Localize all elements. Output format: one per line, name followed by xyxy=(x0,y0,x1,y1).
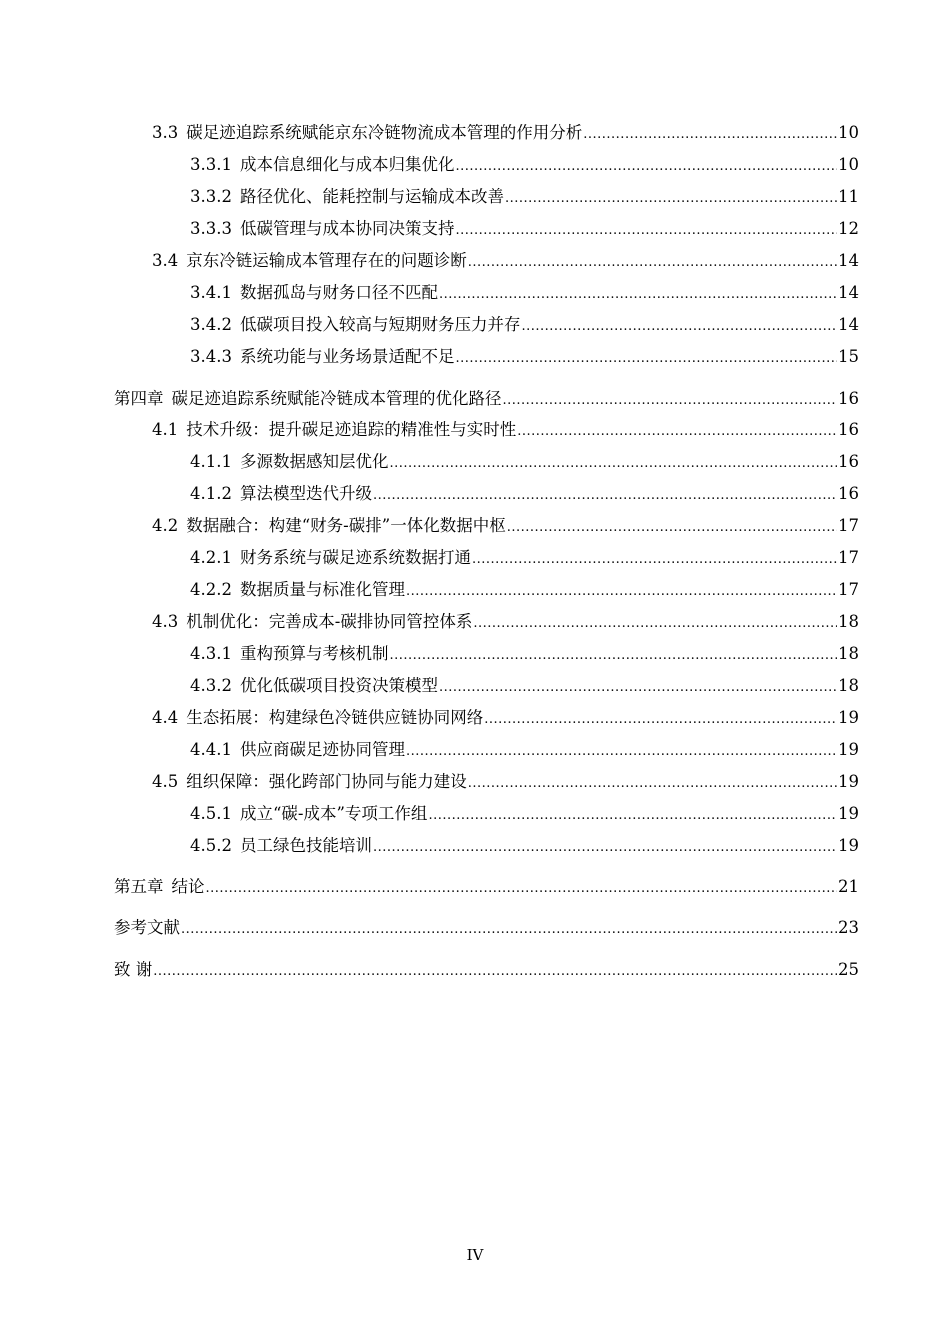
toc-entry-4-4[interactable] xyxy=(152,705,859,729)
toc-number: 3.4.2 xyxy=(190,315,232,334)
toc-page-number: 21 xyxy=(838,877,859,896)
toc-title: 结论 xyxy=(171,877,205,896)
toc-page-number: 18 xyxy=(838,612,859,631)
toc-page-number: 14 xyxy=(838,315,859,334)
toc-title: 京东冷链运输成本管理存在的问题诊断 xyxy=(186,251,467,270)
toc-leader-dots xyxy=(473,615,837,633)
toc-entry-4-5[interactable] xyxy=(152,769,859,793)
toc-title: 生态拓展：构建绿色冷链供应链协同网络 xyxy=(186,708,484,727)
toc-leader-dots xyxy=(455,158,837,176)
toc-leader-dots xyxy=(484,711,837,729)
toc-title: 系统功能与业务场景适配不足 xyxy=(239,347,455,366)
toc-title: 路径优化、能耗控制与运输成本改善 xyxy=(239,187,504,206)
toc-entry-4-2-1[interactable] xyxy=(190,545,859,569)
toc-title: 碳足迹追踪系统赋能京东冷链物流成本管理的作用分析 xyxy=(186,123,583,142)
toc-page-number: 25 xyxy=(838,960,859,979)
toc-title: 成本信息细化与成本归集优化 xyxy=(239,155,455,174)
toc-leader-dots xyxy=(406,583,837,601)
toc-number: 4.3.2 xyxy=(190,676,232,695)
toc-number: 3.4.3 xyxy=(190,347,232,366)
toc-number: 4.2.2 xyxy=(190,580,232,599)
toc-title: 技术升级：提升碳足迹追踪的精准性与实时性 xyxy=(186,420,517,439)
toc-number: 4.4 xyxy=(152,708,179,727)
toc-entry-references[interactable] xyxy=(114,915,859,939)
toc-leader-dots xyxy=(439,286,837,304)
toc-page-number: 19 xyxy=(838,772,859,791)
toc-leader-dots xyxy=(517,423,837,441)
toc-title: 数据质量与标准化管理 xyxy=(239,580,405,599)
toc-leader-dots xyxy=(455,350,837,368)
toc-leader-dots xyxy=(153,963,837,981)
toc-entry-4-3[interactable] xyxy=(152,609,859,633)
toc-title: 参考文献 xyxy=(114,918,180,937)
toc-entry-chapter-5[interactable] xyxy=(114,874,859,898)
toc-title: 重构预算与考核机制 xyxy=(239,644,389,663)
toc-page-number: 12 xyxy=(838,219,859,238)
toc-chapter-number: 第四章 xyxy=(114,389,164,408)
toc-entry-3-3-2[interactable] xyxy=(190,184,859,208)
toc-entry-acknowledgements[interactable] xyxy=(114,957,859,981)
toc-page-number: 17 xyxy=(838,516,859,535)
toc-entry-4-1-1[interactable] xyxy=(190,449,859,473)
toc-leader-dots xyxy=(503,392,838,410)
toc-entry-3-4[interactable] xyxy=(152,248,859,272)
toc-title: 组织保障：强化跨部门协同与能力建设 xyxy=(186,772,467,791)
toc-title: 多源数据感知层优化 xyxy=(239,452,389,471)
toc-title: 碳足迹追踪系统赋能冷链成本管理的优化路径 xyxy=(171,389,502,408)
toc-page-number: 14 xyxy=(838,283,859,302)
toc-entry-3-3[interactable] xyxy=(152,120,859,144)
toc-page-number: 16 xyxy=(838,420,859,439)
toc-number: 3.3 xyxy=(152,123,179,142)
toc-page-number: 11 xyxy=(838,187,859,206)
toc-leader-dots xyxy=(373,839,837,857)
toc-number: 4.5 xyxy=(152,772,179,791)
toc-leader-dots xyxy=(206,880,838,898)
toc-leader-dots xyxy=(521,318,837,336)
toc-page-number: 16 xyxy=(838,484,859,503)
toc-leader-dots xyxy=(181,921,837,939)
toc-title: 员工绿色技能培训 xyxy=(239,836,372,855)
toc-page-number: 10 xyxy=(838,123,859,142)
toc-leader-dots xyxy=(468,254,837,272)
toc-number: 3.3.3 xyxy=(190,219,232,238)
toc-title: 致 谢 xyxy=(114,960,153,979)
toc-title: 成立“碳-成本”专项工作组 xyxy=(239,804,428,823)
toc-leader-dots xyxy=(455,222,837,240)
toc-leader-dots xyxy=(507,519,837,537)
toc-number: 4.4.1 xyxy=(190,740,232,759)
toc-entry-4-1-2[interactable] xyxy=(190,481,859,505)
toc-number: 4.3 xyxy=(152,612,179,631)
toc-entry-3-3-1[interactable] xyxy=(190,152,859,176)
toc-page-number: 23 xyxy=(838,918,859,937)
toc-entry-4-1[interactable] xyxy=(152,417,859,441)
toc-entry-4-2-2[interactable] xyxy=(190,577,859,601)
toc-title: 数据孤岛与财务口径不匹配 xyxy=(239,283,438,302)
toc-leader-dots xyxy=(468,775,837,793)
toc-number: 3.3.2 xyxy=(190,187,232,206)
toc-title: 机制优化：完善成本-碳排协同管控体系 xyxy=(186,612,473,631)
page-number-footer: IV xyxy=(466,1246,484,1264)
toc-leader-dots xyxy=(389,455,837,473)
toc-page-number: 19 xyxy=(838,804,859,823)
toc-leader-dots xyxy=(406,743,837,761)
toc-leader-dots xyxy=(389,647,837,665)
toc-number: 4.2 xyxy=(152,516,179,535)
toc-title: 低碳项目投入较高与短期财务压力并存 xyxy=(239,315,521,334)
toc-chapter-number: 第五章 xyxy=(114,877,164,896)
toc-number: 3.4 xyxy=(152,251,179,270)
toc-page-number: 18 xyxy=(838,676,859,695)
toc-number: 3.3.1 xyxy=(190,155,232,174)
toc-page-number: 16 xyxy=(838,452,859,471)
toc-title: 算法模型迭代升级 xyxy=(239,484,372,503)
toc-leader-dots xyxy=(472,551,837,569)
toc-entry-4-3-1[interactable] xyxy=(190,641,859,665)
toc-leader-dots xyxy=(505,190,837,208)
toc-number: 4.5.2 xyxy=(190,836,232,855)
toc-leader-dots xyxy=(428,807,837,825)
toc-title: 低碳管理与成本协同决策支持 xyxy=(239,219,455,238)
toc-number: 4.1.2 xyxy=(190,484,232,503)
toc-leader-dots xyxy=(373,487,837,505)
toc-leader-dots xyxy=(439,679,837,697)
toc-page-number: 19 xyxy=(838,708,859,727)
toc-page-number: 15 xyxy=(838,347,859,366)
toc-entry-3-3-3[interactable] xyxy=(190,216,859,240)
toc-entry-3-4-2[interactable] xyxy=(190,312,859,336)
toc-entry-3-4-3[interactable] xyxy=(190,344,859,368)
toc-title: 供应商碳足迹协同管理 xyxy=(239,740,405,759)
toc-entry-4-5-2[interactable] xyxy=(190,833,859,857)
toc-entry-4-3-2[interactable] xyxy=(190,673,859,697)
toc-page-number: 10 xyxy=(838,155,859,174)
toc-page-number: 17 xyxy=(838,580,859,599)
toc-entry-chapter-4[interactable] xyxy=(114,386,859,410)
toc-entry-4-2[interactable] xyxy=(152,513,859,537)
toc-entry-4-4-1[interactable] xyxy=(190,737,859,761)
toc-number: 4.1 xyxy=(152,420,179,439)
toc-entry-3-4-1[interactable] xyxy=(190,280,859,304)
toc-leader-dots xyxy=(583,126,837,144)
toc-page-number: 19 xyxy=(838,740,859,759)
toc-page-number: 19 xyxy=(838,836,859,855)
toc-page-number: 14 xyxy=(838,251,859,270)
toc-entry-4-5-1[interactable] xyxy=(190,801,859,825)
toc-number: 4.5.1 xyxy=(190,804,232,823)
toc-title: 优化低碳项目投资决策模型 xyxy=(239,676,438,695)
toc-number: 4.3.1 xyxy=(190,644,232,663)
toc-number: 3.4.1 xyxy=(190,283,232,302)
toc-title: 数据融合：构建“财务-碳排”一体化数据中枢 xyxy=(186,516,506,535)
toc-title: 财务系统与碳足迹系统数据打通 xyxy=(239,548,471,567)
toc-page-number: 16 xyxy=(838,389,859,408)
toc-page-number: 18 xyxy=(838,644,859,663)
toc-number: 4.2.1 xyxy=(190,548,232,567)
toc-number: 4.1.1 xyxy=(190,452,232,471)
toc-page-number: 17 xyxy=(838,548,859,567)
